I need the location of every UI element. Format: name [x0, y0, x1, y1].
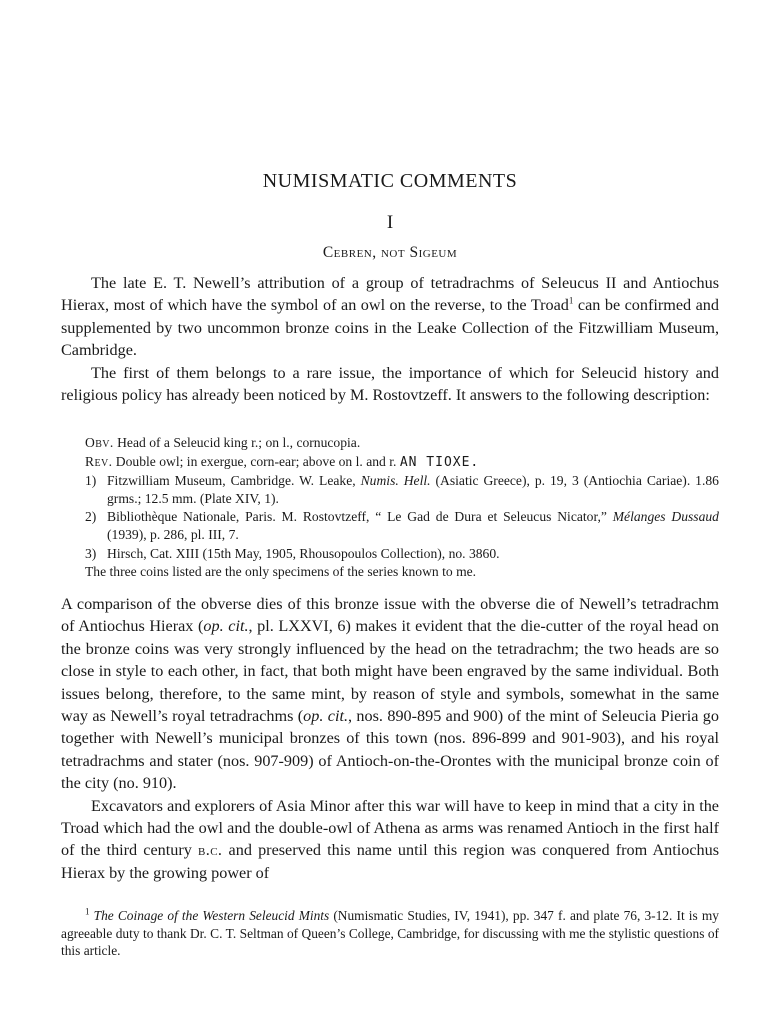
footnote-text: (Numismatic Studies, IV, 1941), pp. 347 f. and plate 76, 3-12. It is my agreeable duty to thank Dr. C. T. Seltman of Queen’s College, Cambridge, for discussing with me the stylistic questions of this article. [61, 908, 719, 959]
reverse-text: Double owl; in exergue, corn-ear; above on l. and r. [112, 453, 400, 469]
specimen-item [85, 472, 719, 507]
coin-description [85, 434, 719, 582]
footnote [61, 907, 719, 960]
paragraph-1-text-b: can be confirmed and supplemented by two uncommon bronze coins in the Leake Collection of the Fitzwilliam Museum, Cambridge. [61, 296, 719, 360]
paragraph-1-text-a: The late E. T. Newell’s attribution of a group of tetradrachms of Seleucus II and Antiochus Hierax, most of which have the symbol of an owl on the reverse, to the Troad [61, 274, 719, 315]
intro-paragraphs [61, 272, 719, 406]
op-cit: op. cit. [203, 617, 249, 636]
specimen-text: Hirsch, Cat. XIII (15th May, 1905, Rhousopoulos Collection), no. 3860. [107, 545, 500, 561]
specimen-number: 3) [85, 545, 97, 561]
op-cit: op. cit. [303, 707, 348, 726]
reverse-legend: AN TIOXE. [399, 454, 480, 470]
description-closing: The three coins listed are the only specimens of the series known to me. [85, 564, 477, 580]
section-number: I [386, 212, 394, 233]
footnote-ref[interactable]: 1 [568, 296, 574, 307]
paragraph-1 [61, 272, 719, 362]
specimen-title: Numis. Hell. [360, 473, 431, 489]
footnote-number: 1 [85, 906, 90, 917]
specimen-text: Bibliothèque Nationale, Paris. M. Rostovtzeff, “ Le Gad de Dura et Seleucus Nicator,” Mélanges Dussaud (1939), p. 286, pl. III, 7. [107, 509, 719, 542]
specimen-item [85, 545, 719, 563]
main-paragraphs [61, 593, 719, 884]
footnote-book-title: The Coinage of the Western Seleucid Mints [93, 908, 330, 923]
reverse-label: Rev. [85, 453, 113, 469]
era-abbrev: b.c. [198, 841, 223, 860]
specimen-number: 1) [85, 473, 97, 489]
specimen-item [85, 508, 719, 543]
reverse-line [85, 453, 719, 472]
page-title: NUMISMATIC COMMENTS [262, 170, 518, 192]
obverse-text: Head of a Seleucid king r.; on l., cornucopia. [113, 435, 361, 450]
obverse-label: Obv. [85, 435, 114, 450]
paragraph-2: The first of them belongs to a rare issue, the importance of which for Seleucid history and religious policy has already been noticed by M. Rostovtzeff. It answers to the following description: [61, 363, 719, 405]
section-title: Cebren, not Sigeum [322, 244, 458, 261]
specimen-text: Fitzwilliam Museum, Cambridge. W. Leake, Numis. Hell. (Asiatic Greece), p. 19, 3 (Antiochia Cariae). 1.86 grms.; 12.5 mm. (Plate XIV, 1). [107, 473, 719, 506]
specimen-title: Mélanges Dussaud [612, 509, 719, 525]
paragraph-3: A comparison of the obverse dies of this bronze issue with the obverse die of Newell’s tetradrachm of Antiochus Hierax (op. cit., pl. LXXVI, 6) makes it evident that the die-cutter of the royal head on the bronze coins was very strongly influenced by the head on the tetradrachm; the two heads are so close in style to each other, in fact, that both might have been engraved by the same individual. Both issues belong, therefore, to the same mint, by reason of style and symbols, somewhat in the same way as Newell’s royal tetradrachms (op. cit., nos. 890-895 and 900) of the mint of Seleucia Pieria go together with Newell’s municipal bronzes of this town (nos. 896-899 and 901-903), and his royal tetradrachms and stater (nos. 907-909) of Antioch-on-the-Orontes with the municipal bronze coin of the city (no. 910). [61, 595, 719, 793]
paragraph-4: Excavators and explorers of Asia Minor after this war will have to keep in mind that a city in the Troad which had the owl and the double-owl of Athena as arms was renamed Antioch in the first half of the third century b.c. and preserved this name until this region was conquered from Antiochus Hierax by the growing power of [61, 796, 720, 882]
obverse-line [85, 434, 719, 452]
specimen-number: 2) [85, 509, 97, 525]
